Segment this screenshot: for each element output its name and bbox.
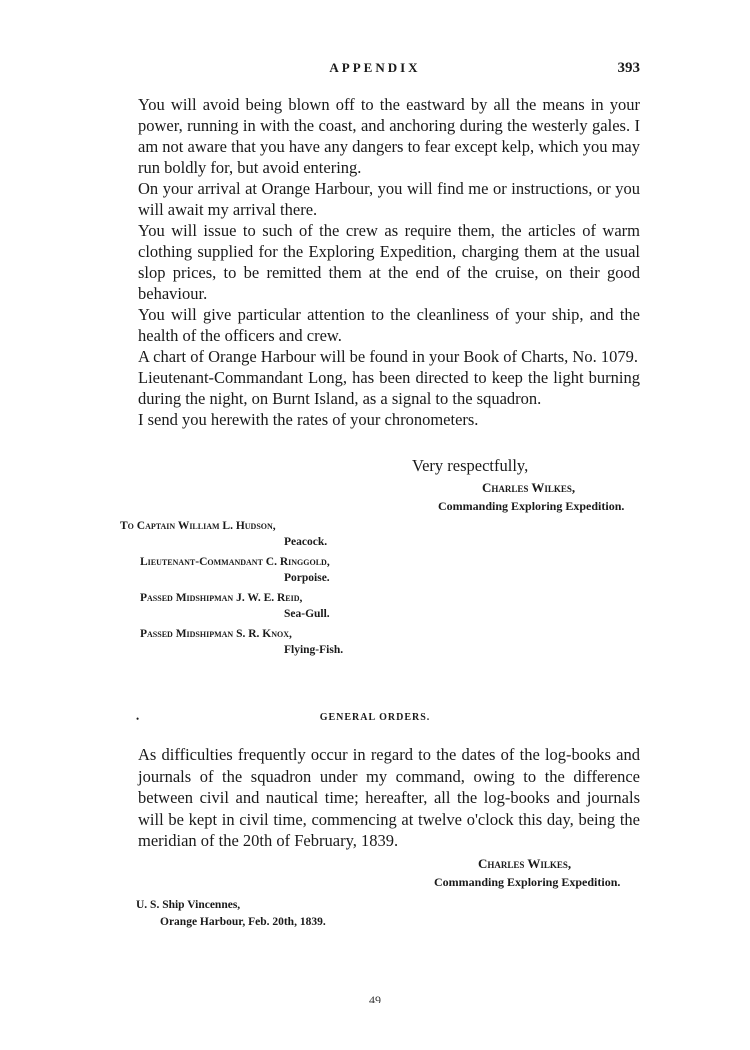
orders-place-date [136,897,326,931]
addressee-name: Passed Midshipman J. W. E. Reid, [140,592,303,604]
general-orders-heading: GENERAL ORDERS. [319,712,431,723]
letter-paragraph: You will avoid being blown off to the eastward by all the means in your power, running in with the coast, and anchoring during the westerly gales. I am not aware that you have any dangers to fear except kelp, which you may run boldly for, but avoid entering. [138,95,640,177]
orders-signer-name: Charles Wilkes, [478,856,572,871]
addressee-list [120,518,420,658]
running-header: APPENDIX [329,60,421,75]
orders-signer-title: Commanding Exploring Expedition. [434,875,621,889]
place-line: U. S. Ship Vincennes, [136,899,241,911]
letter-paragraph: You will issue to such of the crew as require them, the articles of warm clothing supplied for the Exploring Expedition, charging them at the usual slop prices, to be remitted them at the end of the cruise, on their good behaviour. [138,221,640,303]
addressee-ship: Peacock. [284,536,328,548]
addressee-name: To Captain William L. Hudson, [120,520,276,532]
place-line: Orange Harbour, Feb. 20th, 1839. [160,916,326,928]
letter-paragraph: A chart of Orange Harbour will be found in your Book of Charts, No. 1079. [138,347,638,366]
signature-mark: 49 [369,993,381,1003]
addressee-ship: Flying-Fish. [284,644,344,656]
letter-paragraph: You will give particular attention to the cleanliness of your ship, and the health of the officers and crew. [138,305,640,345]
letter-paragraph: I send you herewith the rates of your chronometers. [138,410,479,429]
addressee-name: Passed Midshipman S. R. Knox, [140,628,292,640]
letter-signer-title: Commanding Exploring Expedition. [438,499,625,513]
letter-closing: Very respectfully, [412,456,529,475]
addressee-ship: Sea-Gull. [284,608,330,620]
general-orders-text: As difficulties frequently occur in regard to the dates of the log-books and journals of the squadron under my command, owing to the difference between civil and nautical time; hereafter, all the log-books and journals will be kept in civil time, commencing at twelve o'clock this day, being the meridian of the 20th of February, 1839. [138,745,640,850]
addressee-name: Lieutenant-Commandant C. Ringgold, [140,556,330,568]
letter-paragraph: Lieutenant-Commandant Long, has been directed to keep the light burning during the night, on Burnt Island, as a signal to the squadron. [138,368,640,408]
page-number: 393 [617,60,640,76]
letter-signer-name: Charles Wilkes, [482,480,576,495]
letter-body [138,94,640,430]
addressee-ship: Porpoise. [284,572,330,584]
margin-mark: • [136,714,140,724]
letter-paragraph: On your arrival at Orange Harbour, you will find me or instructions, or you will await my arrival there. [138,179,640,219]
